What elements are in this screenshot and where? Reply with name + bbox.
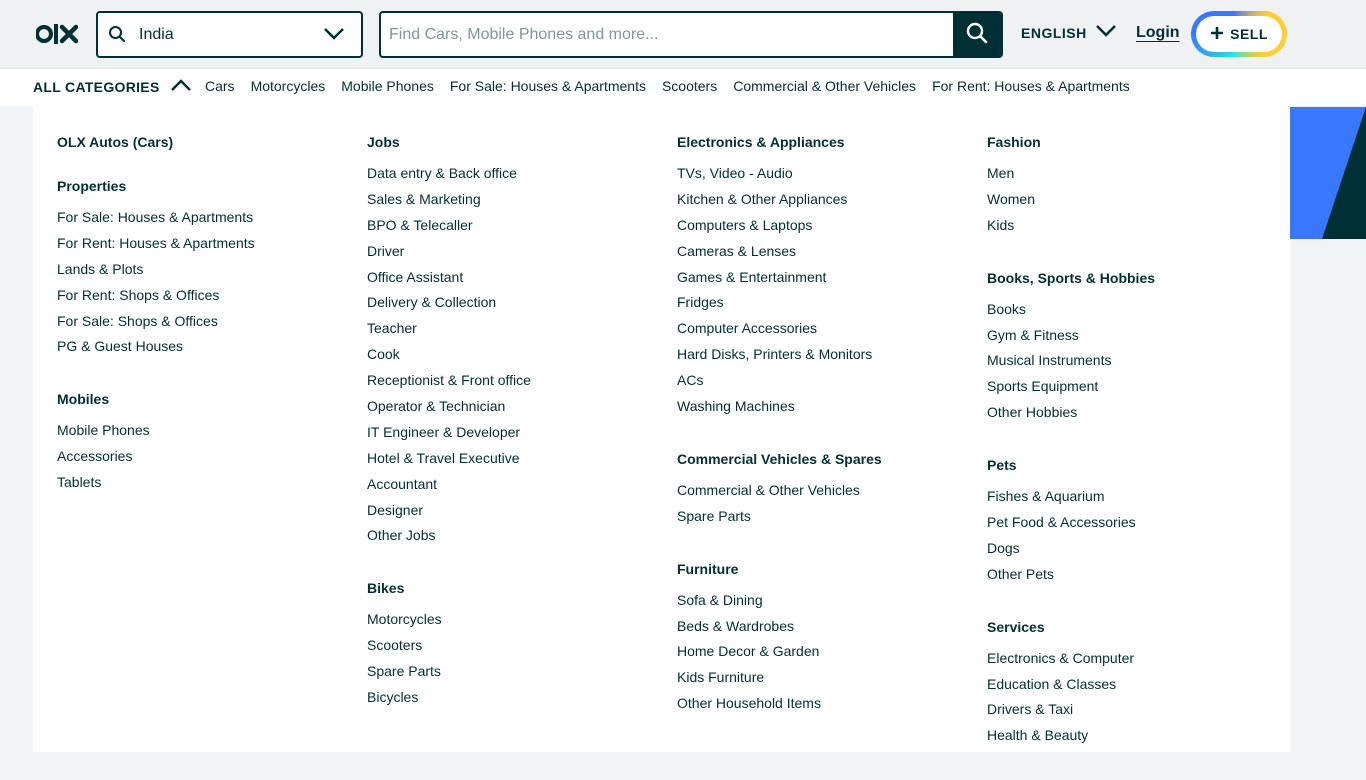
subcategory-link[interactable]: Lands & Plots [57,260,144,277]
category-group [677,134,977,424]
language-label: ENGLISH [1021,24,1087,41]
category-group [367,580,667,715]
category-group [987,619,1287,754]
category-group [57,134,357,151]
subcategory-link[interactable]: Cook [367,346,400,363]
category-group [57,391,357,500]
subcategory-link[interactable]: Drivers & Taxi [987,701,1074,718]
category-heading[interactable]: Books, Sports & Hobbies [987,269,1156,286]
subcategory-link[interactable]: BPO & Telecaller [367,216,473,233]
subcategory-link[interactable]: Accountant [367,475,438,492]
subcategory-link[interactable]: Scooters [367,637,423,654]
category-heading[interactable]: Services [987,618,1045,635]
subcategory-link[interactable]: For Sale: Houses & Apartments [57,209,254,225]
subcategory-link[interactable]: Electronics & Computer [987,649,1135,666]
search-box [379,11,1003,58]
category-column [57,134,357,527]
category-group [987,270,1287,430]
subcategory-link[interactable]: Operator & Technician [367,398,506,415]
subcategory-link[interactable]: Spare Parts [367,663,441,680]
category-heading[interactable]: Properties [57,178,127,194]
subcategory-link[interactable]: Education & Classes [987,675,1117,692]
category-link[interactable]: For Rent: Houses & Apartments [932,78,1130,94]
plus-icon [1210,26,1224,43]
subcategory-link[interactable]: Kids Furniture [677,669,765,686]
category-heading[interactable]: Pets [987,457,1017,474]
categories-dropdown-panel [33,106,1290,752]
subcategory-link[interactable]: Sofa & Dining [677,591,763,608]
subcategory-link[interactable]: IT Engineer & Developer [367,423,521,440]
category-link[interactable]: Mobile Phones [341,78,434,94]
olx-logo[interactable] [36,22,78,46]
category-heading[interactable]: Commercial Vehicles & Spares [677,450,882,467]
chevron-up-icon [170,78,192,95]
search-icon [108,25,126,48]
subcategory-link[interactable]: Delivery & Collection [367,294,497,311]
subcategory-link[interactable]: Pet Food & Accessories [987,514,1136,531]
subcategory-link[interactable]: Fridges [677,294,724,311]
subcategory-link[interactable]: PG & Guest Houses [57,338,184,355]
category-bar [0,68,1366,106]
category-link[interactable]: Scooters [661,78,718,94]
subcategory-link[interactable]: Spare Parts [677,507,751,524]
category-link[interactable]: For Sale: Houses & Apartments [449,78,646,94]
subcategory-link[interactable]: Other Hobbies [987,404,1078,421]
category-group [677,561,977,721]
login-link[interactable]: Login [1136,24,1180,41]
subcategory-link[interactable]: Beds & Wardrobes [677,617,794,634]
subcategory-link[interactable]: Bicycles [367,689,419,706]
search-icon [966,22,988,49]
language-selector[interactable] [1021,24,1117,41]
subcategory-link[interactable]: Computers & Laptops [677,216,813,233]
subcategory-link[interactable]: Washing Machines [677,398,795,415]
subcategory-link[interactable]: Other Household Items [677,695,821,712]
subcategory-link[interactable]: Other Jobs [367,527,436,544]
subcategory-link[interactable]: Home Decor & Garden [677,643,820,660]
top-header [0,0,1366,68]
category-heading[interactable]: Fashion [987,134,1041,150]
category-links [205,78,1130,94]
category-heading[interactable]: Electronics & Appliances [677,134,845,150]
category-heading[interactable]: Mobiles [57,391,110,408]
subcategory-link[interactable]: Mobile Phones [57,422,150,439]
category-heading[interactable]: Jobs [367,134,400,150]
subcategory-link[interactable]: Games & Entertainment [677,268,827,285]
subcategory-link[interactable]: Accessories [57,448,133,465]
subcategory-link[interactable]: For Rent: Shops & Offices [57,286,220,303]
sell-label: SELL [1230,26,1268,42]
category-group [677,451,977,534]
banner-graphic [1322,107,1366,239]
subcategory-link[interactable]: Kitchen & Other Appliances [677,190,848,207]
category-link[interactable]: Commercial & Other Vehicles [733,78,917,94]
category-column [987,134,1287,780]
chevron-down-icon[interactable] [323,27,345,46]
subcategory-link[interactable]: Data entry & Back office [367,165,517,181]
subcategory-link[interactable]: Office Assistant [367,268,464,285]
all-categories-toggle[interactable] [33,78,192,95]
category-group [987,457,1287,592]
category-heading[interactable]: Furniture [677,560,739,577]
subcategory-link[interactable]: Tablets [57,474,102,491]
chevron-down-icon [1095,24,1117,41]
subcategory-link[interactable]: Hard Disks, Printers & Monitors [677,346,873,363]
category-group [987,134,1287,243]
category-link[interactable]: Motorcycles [250,78,326,94]
subcategory-link[interactable]: Designer [367,501,424,518]
subcategory-link[interactable]: ACs [677,372,704,389]
subcategory-link[interactable]: Books [987,300,1026,317]
category-column [367,134,667,742]
category-link[interactable]: Cars [205,78,235,94]
subcategory-link[interactable]: Teacher [367,320,417,337]
subcategory-link[interactable]: Fishes & Aquarium [987,488,1105,505]
category-column [677,134,977,748]
subcategory-link[interactable]: Women [987,190,1035,207]
subcategory-link[interactable]: Sales & Marketing [367,190,481,207]
category-heading[interactable]: Bikes [367,580,405,597]
subcategory-link[interactable]: Gym & Fitness [987,326,1079,343]
location-selector[interactable] [96,11,363,58]
search-input[interactable] [389,23,949,47]
subcategory-link[interactable]: Musical Instruments [987,352,1112,369]
subcategory-link[interactable]: Driver [367,242,405,259]
subcategory-link[interactable]: Health & Beauty [987,727,1089,744]
location-value: India [139,26,174,43]
category-group [57,178,357,364]
subcategory-link[interactable]: Men [987,165,1015,181]
category-group [367,134,667,553]
subcategory-link[interactable]: Computer Accessories [677,320,818,337]
category-heading[interactable]: OLX Autos (Cars) [57,134,174,150]
subcategory-link[interactable]: Motorcycles [367,611,442,628]
promo-banner[interactable] [1290,107,1366,239]
subcategory-link[interactable]: Hotel & Travel Executive [367,449,520,466]
search-button[interactable] [953,13,1001,58]
subcategory-link[interactable]: Other Pets [987,565,1054,582]
subcategory-link[interactable]: Cameras & Lenses [677,242,797,259]
subcategory-link[interactable]: TVs, Video - Audio [677,165,793,181]
all-categories-label: ALL CATEGORIES [33,78,160,95]
subcategory-link[interactable]: Commercial & Other Vehicles [677,481,860,498]
subcategory-link[interactable]: Dogs [987,539,1020,556]
subcategory-link[interactable]: Receptionist & Front office [367,372,531,389]
sell-button[interactable] [1191,11,1287,57]
subcategory-link[interactable]: Sports Equipment [987,378,1099,395]
subcategory-link[interactable]: For Rent: Houses & Apartments [57,234,255,251]
subcategory-link[interactable]: Kids [987,216,1015,233]
subcategory-link[interactable]: For Sale: Shops & Offices [57,312,218,329]
